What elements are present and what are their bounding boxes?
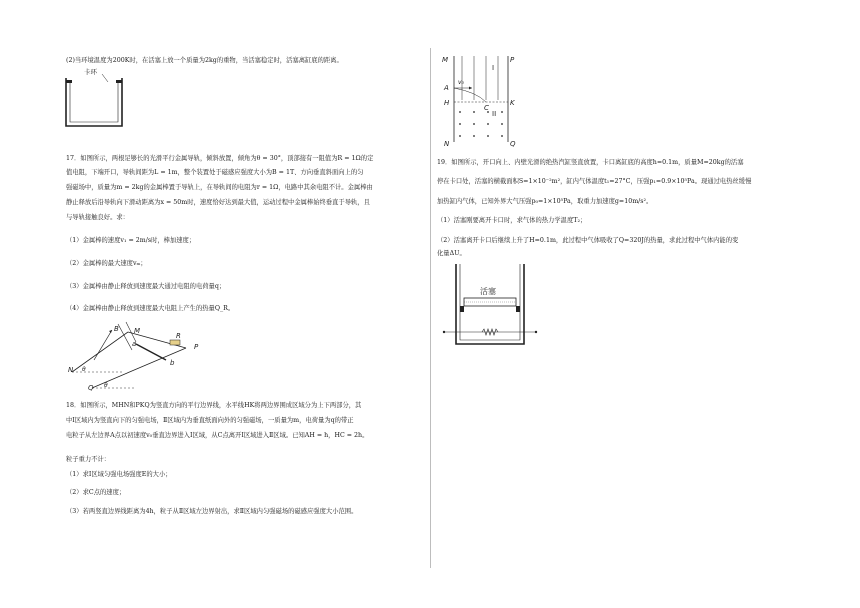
label-b: b <box>170 359 175 367</box>
piston-label: 活塞 <box>480 287 496 296</box>
label-theta-2: θ <box>104 382 108 389</box>
field-figure-18 <box>436 52 526 148</box>
q17-sub2: （2）金属棒的最大速度vₘ； <box>66 260 147 267</box>
q19-line3: 加热缸内气体，已知外界大气压强p₀=1×10⁵Pa，取重力加速度g=10m/s²。 <box>437 198 653 205</box>
label-P: P <box>194 343 199 351</box>
label-v0: v₀ <box>458 79 464 86</box>
q19-line2: 停在卡口处，活塞的横截面积S=1×10⁻²m²，缸内气体温度t₁=27°C，压强p₁=0.9×10⁵Pa。现通过电热丝缓慢 <box>437 178 752 185</box>
label-P: P <box>510 56 515 64</box>
kahuan-label: 卡环 <box>84 68 97 76</box>
q17-sub1: （1）金属棒的速度v₁ = 2m/s时，棒加速度； <box>66 237 196 244</box>
q17-line2: 值电阻，下端开口，导轨间距为L = 1m，整个装置处于磁感应强度大小为B = 1T、方向垂直斜面向上的匀 <box>66 169 364 176</box>
q17-sub4: （4）金属棒由静止释放到速度最大电阻上产生的热量Q_R。 <box>66 305 235 312</box>
rails-figure-17 <box>66 320 216 392</box>
label-N: N <box>68 366 74 374</box>
label-N: N <box>444 140 450 148</box>
label-a: a <box>132 340 137 348</box>
q18-sub2: （2）求C点的速度； <box>66 489 126 496</box>
label-K: K <box>510 99 515 107</box>
q18-line4: 粒子重力不计： <box>66 456 111 463</box>
q16-part2-text: (2)当环境温度为200K时，在活塞上放一个质量为2kg的重物，当活塞稳定时，活塞离缸底的距离。 <box>66 57 343 64</box>
label-M: M <box>134 327 141 335</box>
q17-line3: 强磁场中，质量为m = 2kg的金属棒置于导轨上，在导轨间的电阻为r = 1Ω，电路中其余电阻不计。金属棒由 <box>66 184 373 191</box>
q18-sub1: （1）求Ⅰ区域匀强电场强度E的大小； <box>66 471 172 478</box>
q17-line5: 与导轨接触良好。求： <box>66 214 129 221</box>
q19-sub2: （2）活塞离开卡口后继续上升了H=0.1m，此过程中气体吸收了Q=320J的热量，求此过程中气体内能的变 <box>437 237 739 244</box>
label-A: A <box>444 84 449 92</box>
q18-sub3: （3）若两竖直边界线距离为4h，粒子从Ⅱ区域左边界射出，求Ⅱ区域内匀强磁场的磁感应强度大小范围。 <box>66 508 358 515</box>
label-H: H <box>444 99 450 107</box>
label-Q: Q <box>88 384 94 392</box>
label-region-I: I <box>492 64 495 72</box>
label-region-II: II <box>492 110 497 118</box>
q19-sub2b: 化量ΔU。 <box>437 250 466 257</box>
q17-line4: 静止释放后沿导轨向下滑动距离为x = 50m时，速度恰好达到最大值，运动过程中金属棒始终垂直于导轨，且 <box>66 199 370 206</box>
label-C: C <box>484 104 489 112</box>
q19-line1: 19．如图所示，开口向上、内壁光滑的绝热汽缸竖直放置，卡口离缸底的高度h=0.1m，质量M=20kg的活塞 <box>437 159 744 166</box>
cylinder-figure-19 <box>440 262 540 346</box>
cylinder-figure-16 <box>64 68 124 130</box>
label-R: R <box>176 332 181 340</box>
label-M: M <box>442 56 449 64</box>
label-theta-1: θ <box>82 366 86 373</box>
q17-sub3: （3）金属棒由静止释放到速度最大通过电阻的电荷量q； <box>66 283 226 290</box>
q18-line1: 18．如图所示，MHN和PKQ为竖直方向的平行边界线，水平线HK将两边界围成区域分为上下两部分，其 <box>66 402 362 409</box>
q17-line1: 17．如图所示，两根足够长的光滑平行金属导轨，倾斜放置，倾角为θ = 30°，顶部接有一阻值为R = 1Ω的定 <box>66 155 374 162</box>
column-divider <box>430 48 431 568</box>
q19-sub1: （1）活塞刚要离开卡口时，求气体的热力学温度T₂； <box>437 217 587 224</box>
q18-line2: 中Ⅰ区域内为竖直向下的匀强电场，Ⅱ区域内为垂直纸面向外的匀强磁场，一质量为m，电荷量为q的带正 <box>66 417 354 424</box>
label-B: B <box>114 325 119 333</box>
q18-line3: 电粒子从左边界A点以初速度v₀垂直边界进入Ⅰ区域，从C点离开Ⅰ区域进入Ⅱ区域。已知AH = h，HC = 2h。 <box>66 432 369 439</box>
label-Q: Q <box>510 140 516 148</box>
